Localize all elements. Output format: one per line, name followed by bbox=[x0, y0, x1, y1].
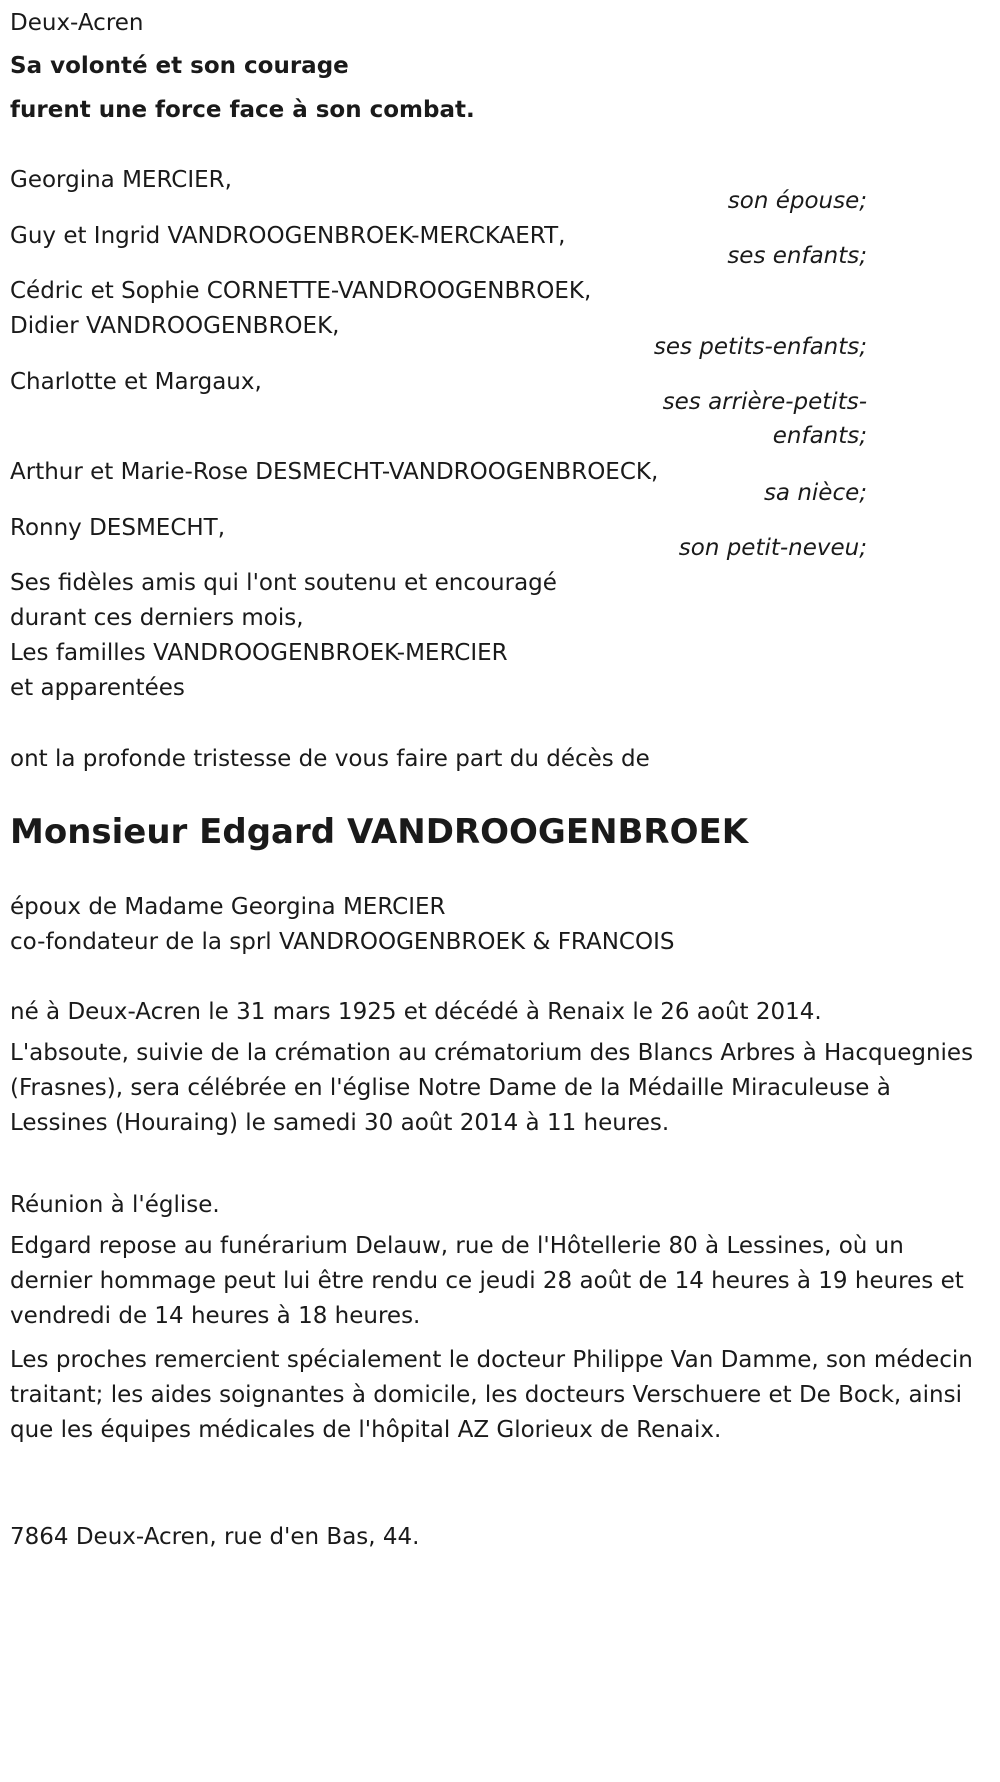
deceased-spouse-line: époux de Madame Georgina MERCIER bbox=[10, 894, 446, 920]
deceased-name: Monsieur Edgard VANDROOGENBROEK bbox=[10, 812, 749, 852]
quote-line-1: Sa volonté et son courage bbox=[10, 53, 349, 79]
family-relation-niece: sa nièce; bbox=[763, 480, 867, 506]
funerarium-paragraph: Edgard repose au funérarium Delauw, rue de l'Hôtellerie 80 à Lessines, où un dernier hommage peut lui être rendu ce jeudi 28 août de 14 heures à 19 heures et vendredi de 14 heures à 18 heures. bbox=[10, 1233, 964, 1329]
family-relation-great-grandchildren-2: enfants; bbox=[772, 423, 867, 449]
meeting-line: Réunion à l'église. bbox=[10, 1192, 220, 1218]
family-name-niece: Arthur et Marie-Rose DESMECHT-VANDROOGENBROECK, bbox=[10, 459, 659, 485]
family-name-grandchildren-1: Cédric et Sophie CORNETTE-VANDROOGENBROEK, bbox=[10, 278, 592, 304]
obituary-document bbox=[10, 0, 1000, 1782]
announcement: ont la profonde tristesse de vous faire part du décès de bbox=[10, 746, 650, 772]
family-relation-grandnephew: son petit-neveu; bbox=[678, 535, 867, 561]
friends-line-1: Ses fidèles amis qui l'ont soutenu et encouragé bbox=[10, 570, 557, 596]
ceremony-paragraph: L'absoute, suivie de la crémation au crématorium des Blancs Arbres à Hacquegnies (Frasnes), sera célébrée en l'église Notre Dame de la Médaille Miraculeuse à Lessines (Houraing) le samedi 30 août 2014 à 11 heures. bbox=[10, 1040, 974, 1136]
family-name-children: Guy et Ingrid VANDROOGENBROEK-MERCKAERT, bbox=[10, 223, 566, 249]
family-name-grandchildren-2: Didier VANDROOGENBROEK, bbox=[10, 313, 340, 339]
deceased-company-line: co-fondateur de la sprl VANDROOGENBROEK & FRANCOIS bbox=[10, 929, 675, 955]
thanks-paragraph: Les proches remercient spécialement le docteur Philippe Van Damme, son médecin traitant; les aides soignantes à domicile, les docteurs Verschuere et De Bock, ainsi que les équipes médicales de l'hôpital AZ Glorieux de Renaix. bbox=[10, 1347, 973, 1443]
family-relation-children: ses enfants; bbox=[727, 243, 867, 269]
family-name-grandnephew: Ronny DESMECHT, bbox=[10, 515, 226, 541]
family-relation-great-grandchildren-1: ses arrière-petits- bbox=[662, 389, 867, 415]
family-name-spouse: Georgina MERCIER, bbox=[10, 167, 232, 193]
header-place: Deux-Acren bbox=[10, 10, 144, 36]
family-relation-grandchildren: ses petits-enfants; bbox=[653, 334, 867, 360]
friends-line-2: durant ces derniers mois, bbox=[10, 605, 304, 631]
friends-line-4: et apparentées bbox=[10, 675, 185, 701]
family-name-great-grandchildren: Charlotte et Margaux, bbox=[10, 369, 262, 395]
birth-death-line: né à Deux-Acren le 31 mars 1925 et décédé à Renaix le 26 août 2014. bbox=[10, 999, 822, 1025]
address-line: 7864 Deux-Acren, rue d'en Bas, 44. bbox=[10, 1524, 420, 1550]
friends-line-3: Les familles VANDROOGENBROEK-MERCIER bbox=[10, 640, 508, 666]
family-relation-spouse: son épouse; bbox=[727, 188, 867, 214]
quote-line-2: furent une force face à son combat. bbox=[10, 97, 475, 123]
